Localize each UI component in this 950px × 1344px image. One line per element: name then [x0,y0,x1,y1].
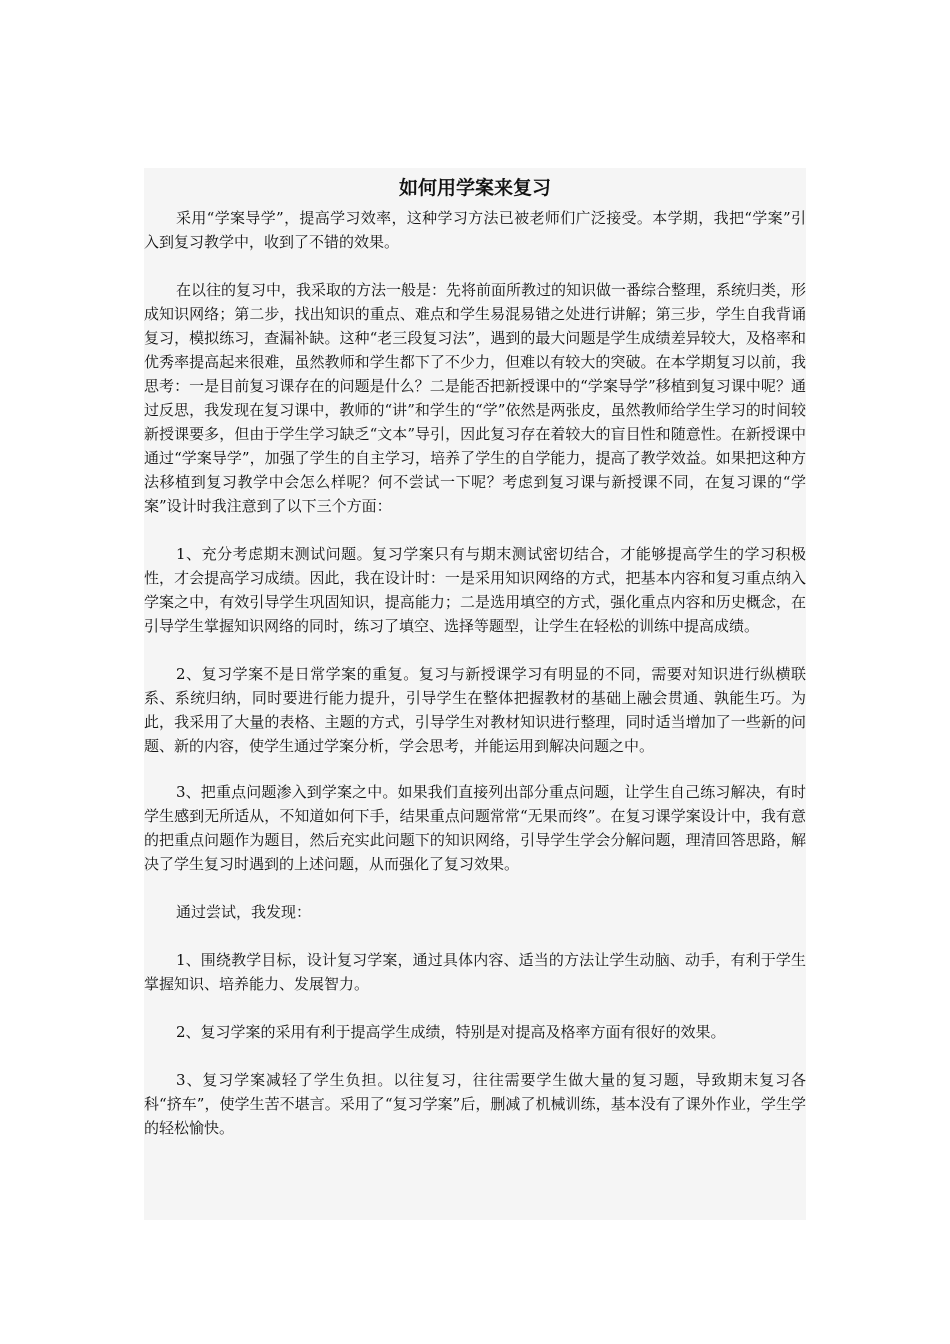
paragraph-intro: 采用“学案导学”，提高学习效率，这种学习方法已被老师们广泛接受。本学期，我把“学案”引入到复习教学中，收到了不错的效果。 [144,209,806,251]
paragraph-point-2: 2、复习学案不是日常学案的重复。复习与新授课学习有明显的不同，需要对知识进行纵横联系、系统归纳，同时要进行能力提升，引导学生在整体把握教材的基础上融会贯通、孰能生巧。为此，我采用了大量的表格、主题的方式，引导学生对教材知识进行整理，同时适当增加了一些新的问题、新的内容，使学生通过学案分析，学会思考，并能运用到解决问题之中。 [144,665,806,755]
paragraph-spacer [144,758,806,780]
paragraph-findings-intro: 通过尝试，我发现： [176,903,312,921]
document-title: 如何用学案来复习 [398,177,551,199]
paragraph-finding-1: 1、围绕教学目标，设计复习学案，通过具体内容、适当的方法让学生动脑、动手，有利于学生掌握知识、培养能力、发展智力。 [144,951,806,993]
paragraph-spacer [144,638,806,662]
paragraph-spacer [144,996,806,1020]
paragraph-finding-3: 3、复习学案减轻了学生负担。以往复习，往往需要学生做大量的复习题，导致期末复习各科“挤车”，使学生苦不堪言。采用了“复习学案”后，删减了机械训练，基本没有了课外作业，学生学的轻松愉快。 [144,1071,806,1137]
paragraph-point-3: 3、把重点问题渗入到学案之中。如果我们直接列出部分重点问题，让学生自己练习解决，有时学生感到无所适从，不知道如何下手，结果重点问题常常“无果而终”。在复习课学案设计中，我有意的把重点问题作为题目，然后充实此问题下的知识网络，引导学生学会分解问题，理清回答思路，解决了学生复习时遇到的上述问题，从而强化了复习效果。 [144,783,806,873]
paragraph-spacer [144,924,806,948]
paragraph-past-method: 在以往的复习中，我采取的方法一般是：先将前面所教过的知识做一番综合整理，系统归类，形成知识网络；第二步，找出知识的重点、难点和学生易混易错之处进行讲解；第三步，学生自我背诵复习，模拟练习，查漏补缺。这种“老三段复习法”，遇到的最大问题是学生成绩差异较大，及格率和优秀率提高起来很难，虽然教师和学生都下了不少力，但难以有较大的突破。在本学期复习以前，我思考：一是目前复习课存在的问题是什么？二是能否把新授课中的“学案导学”移植到复习课中呢？通过反思，我发现在复习课中，教师的“讲”和学生的“学”依然是两张皮，虽然教师给学生学习的时间较新授课要多，但由于学生学习缺乏“文本”导引，因此复习存在着较大的盲目性和随意性。在新授课中通过“学案导学”，加强了学生的自主学习，培养了学生的自学能力，提高了教学效益。如果把这种方法移植到复习教学中会怎么样呢？何不尝试一下呢？考虑到复习课与新授课不同，在复习课的“学案”设计时我注意到了以下三个方面： [144,281,807,515]
paragraph-spacer [144,1044,806,1068]
paragraph-finding-2: 2、复习学案的采用有利于提高学生成绩，特别是对提高及格率方面有很好的效果。 [176,1023,726,1041]
paragraph-spacer [144,254,806,278]
document-body [144,168,806,1220]
paragraph-spacer [144,518,806,542]
paragraph-point-1: 1、充分考虑期末测试问题。复习学案只有与期末测试密切结合，才能够提高学生的学习积极性，才会提高学习成绩。因此，我在设计时：一是采用知识网络的方式，把基本内容和复习重点纳入学案之中，有效引导学生巩固知识，提高能力；二是选用填空的方式，强化重点内容和历史概念，在引导学生掌握知识网络的同时，练习了填空、选择等题型，让学生在轻松的训练中提高成绩。 [144,545,806,635]
paragraph-spacer [144,876,806,900]
